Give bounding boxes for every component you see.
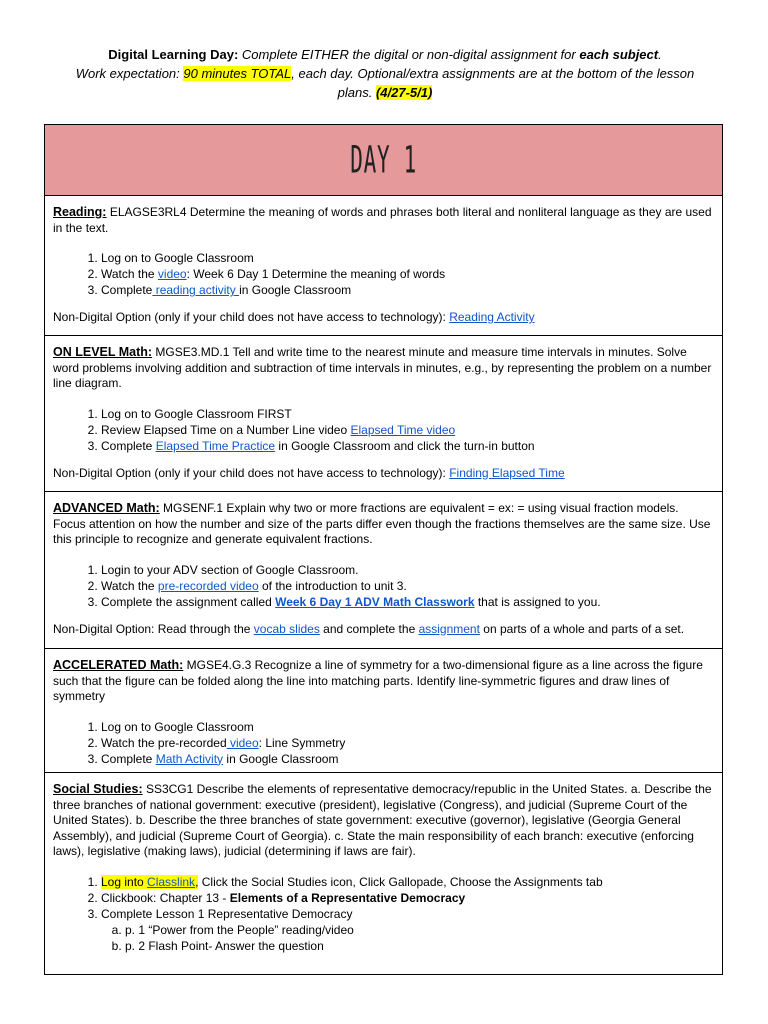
reading-activity-link[interactable]: reading activity bbox=[152, 283, 240, 297]
non-digital-text: on parts of a whole and parts of a set. bbox=[479, 621, 685, 636]
advanced-non-digital bbox=[53, 622, 714, 638]
header-title: Digital Learning Day: bbox=[108, 47, 239, 62]
day-banner bbox=[45, 125, 722, 196]
step-text: Clickbook: Chapter 13 - bbox=[101, 890, 230, 905]
step-text: Complete bbox=[101, 751, 156, 766]
reading-standard: ELAGSE3RL4 Determine the meaning of words and phrases both literal and nonliteral language as they are used in the text. bbox=[53, 205, 712, 235]
header-instruction: Complete EITHER the digital or non-digital assignment for bbox=[238, 47, 580, 62]
list-item bbox=[101, 735, 714, 751]
reading-section bbox=[45, 196, 722, 336]
step-text: Complete the assignment called bbox=[101, 594, 276, 609]
math-activity-link[interactable]: Math Activity bbox=[155, 751, 224, 766]
advanced-math-steps bbox=[53, 562, 714, 610]
accelerated-math-steps bbox=[53, 719, 714, 767]
step-text: Complete Lesson 1 Representative Democracy bbox=[101, 906, 353, 921]
work-expectation-text: , each day. Optional/extra assignments are at the bottom of the lesson bbox=[291, 66, 695, 81]
social-studies-standard: SS3CG1 Describe the elements of representative democracy/republic in the United States. a. Describe the three branches of national government: executive (president), legislative (Congress), and judicial (Supreme Court of the United States). b. Describe the three branches of state government: executive (governor), legislative (Georgia General Assembly), and judicial (Supreme Court of Georgia). c. State the main responsibility of each branch: executive (enforcing laws), legislative (making laws), judicial (determining if laws are fair). bbox=[53, 782, 712, 858]
elapsed-time-video-link[interactable]: Elapsed Time video bbox=[350, 422, 456, 437]
step-text: in Google Classroom bbox=[239, 283, 352, 297]
on-level-math-steps bbox=[53, 406, 714, 454]
assignment-link[interactable]: assignment bbox=[418, 621, 480, 636]
header-emphasis: each subject bbox=[579, 47, 659, 62]
classlink-link[interactable]: Classlink bbox=[147, 874, 196, 889]
step-text: Click the Social Studies icon, Click Gallopade, Choose the Assignments tab bbox=[198, 874, 603, 889]
accelerated-math-standard: MGSE4.G.3 Recognize a line of symmetry for a two-dimensional figure as a line across the figure such that the figure can be folded along the line into matching parts. Identify line-symmetric figures and draw lines of symmetry bbox=[53, 658, 703, 703]
step-text: of the introduction to unit 3. bbox=[258, 578, 407, 593]
header-line-3 bbox=[60, 83, 710, 102]
list-item: 1. Log on to Google Classroom bbox=[101, 719, 714, 735]
step-highlight: Log into bbox=[101, 874, 148, 889]
step-text: : Week 6 Day 1 Determine the meaning of words bbox=[186, 267, 446, 281]
social-studies-steps bbox=[53, 874, 714, 954]
list-item bbox=[101, 578, 714, 594]
list-item bbox=[101, 438, 714, 454]
reading-non-digital bbox=[53, 310, 714, 326]
header-period: . bbox=[658, 47, 662, 62]
chapter-title: Elements of a Representative Democracy bbox=[229, 890, 466, 905]
list-item bbox=[101, 751, 714, 767]
advanced-math-standard: MGSENF.1 Explain why two or more fractions are equivalent = ex: = using visual fraction models. Focus attention on how the number and size of the parts differ even though the fractions themselves are the same size. Use this principle to recognize and generate equivalent fractions. bbox=[53, 501, 711, 546]
social-studies-label: Social Studies: bbox=[53, 782, 143, 796]
list-item bbox=[101, 874, 714, 890]
on-level-non-digital bbox=[53, 466, 714, 482]
header-line-1 bbox=[60, 45, 710, 64]
step-highlight: , bbox=[195, 874, 199, 889]
header-line-2 bbox=[60, 64, 710, 83]
accelerated-math-label: ACCELERATED Math: bbox=[53, 658, 184, 672]
lesson-table bbox=[44, 124, 723, 975]
on-level-math-label: ON LEVEL Math: bbox=[53, 345, 153, 359]
reading-steps bbox=[53, 250, 714, 298]
step-text: that is assigned to you. bbox=[474, 594, 601, 609]
non-digital-text: Non-Digital Option (only if your child does not have access to technology): bbox=[53, 465, 450, 480]
list-item: 1. Login to your ADV section of Google Classroom. bbox=[101, 562, 714, 578]
work-expectation-highlight: 90 minutes TOTAL bbox=[183, 66, 292, 81]
list-item: 1. Log on to Google Classroom FIRST bbox=[101, 406, 714, 422]
on-level-math-section bbox=[45, 336, 722, 492]
non-digital-text: Non-Digital Option (only if your child does not have access to technology): bbox=[53, 310, 450, 324]
step-text: Complete bbox=[101, 438, 156, 453]
step-text: : Line Symmetry bbox=[258, 735, 346, 750]
step-text: in Google Classroom bbox=[223, 751, 339, 766]
line-symmetry-video-link[interactable]: video bbox=[226, 735, 259, 750]
elapsed-time-practice-link[interactable]: Elapsed Time Practice bbox=[155, 438, 276, 453]
non-digital-text: and complete the bbox=[319, 621, 419, 636]
finding-elapsed-time-link[interactable]: Finding Elapsed Time bbox=[449, 465, 565, 480]
advanced-math-section bbox=[45, 492, 722, 649]
social-studies-section bbox=[45, 773, 722, 974]
on-level-math-standard: MGSE3.MD.1 Tell and write time to the nearest minute and measure time intervals in minutes. Solve word problems involving addition and subtraction of time intervals in minutes, e.g., by representing the problem on a number line diagram. bbox=[53, 345, 712, 390]
list-item: b. p. 2 Flash Point- Answer the question bbox=[125, 938, 714, 954]
reading-video-link[interactable]: video bbox=[157, 267, 187, 281]
header-plans-text: plans. bbox=[337, 85, 376, 100]
page-header bbox=[60, 45, 710, 102]
list-item bbox=[101, 282, 714, 298]
reading-label: Reading: bbox=[53, 205, 107, 219]
step-text: Complete bbox=[101, 283, 153, 297]
step-text: Watch the pre-recorded bbox=[101, 735, 227, 750]
non-digital-text: Non-Digital Option: Read through the bbox=[53, 621, 254, 636]
step-text: Watch the bbox=[101, 578, 158, 593]
work-expectation-label: Work expectation: bbox=[75, 66, 184, 81]
step-text: in Google Classroom and click the turn-in button bbox=[275, 438, 535, 453]
accelerated-math-section bbox=[45, 649, 722, 773]
day-title: DAY 1 bbox=[350, 138, 417, 182]
list-item bbox=[101, 890, 714, 906]
list-item bbox=[101, 906, 714, 954]
list-item bbox=[101, 422, 714, 438]
list-item bbox=[101, 594, 714, 610]
lesson-substeps bbox=[101, 922, 714, 954]
advanced-math-label: ADVANCED Math: bbox=[53, 501, 160, 515]
list-item bbox=[101, 266, 714, 282]
pre-recorded-video-link[interactable]: pre-recorded video bbox=[157, 578, 259, 593]
list-item: a. p. 1 “Power from the People” reading/video bbox=[125, 922, 714, 938]
list-item: 1. Log on to Google Classroom bbox=[101, 250, 714, 266]
step-text: Review Elapsed Time on a Number Line video bbox=[101, 422, 351, 437]
date-range-highlight: (4/27-5/1) bbox=[375, 85, 433, 100]
adv-classwork-link[interactable]: Week 6 Day 1 ADV Math Classwork bbox=[275, 594, 475, 609]
reading-non-digital-link[interactable]: Reading Activity bbox=[449, 310, 535, 324]
step-text: Watch the bbox=[101, 267, 158, 281]
vocab-slides-link[interactable]: vocab slides bbox=[253, 621, 320, 636]
